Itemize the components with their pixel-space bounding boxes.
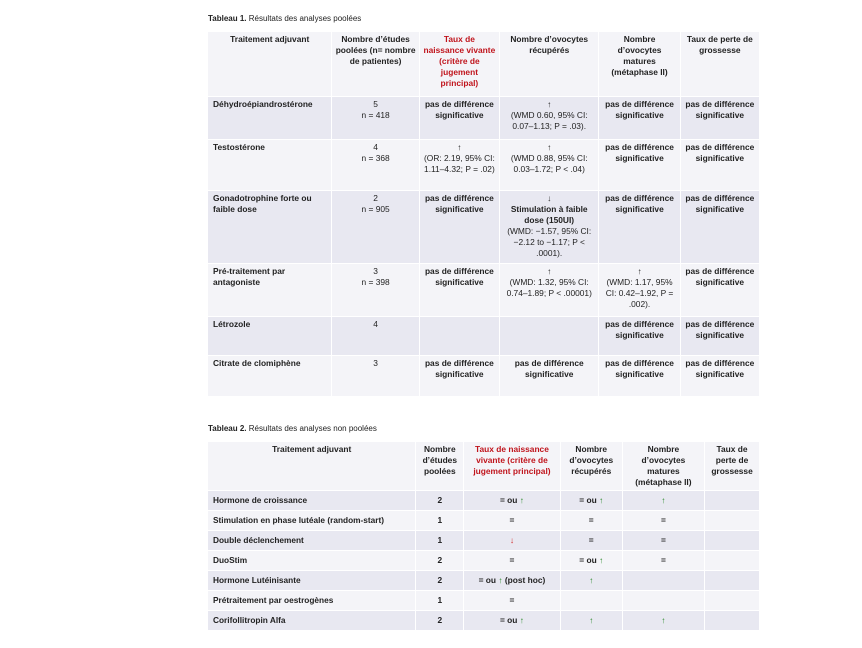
down-arrow-icon: ↓: [509, 535, 515, 545]
studies-cell: [332, 356, 418, 396]
live-birth-cell: [464, 531, 560, 550]
up-arrow-icon: ↑: [599, 555, 604, 565]
up-arrow-icon: ↑: [457, 142, 462, 152]
table1-header-mature: Nombre d’ovocytes matures (métaphase II): [599, 32, 679, 96]
table1-caption: [208, 14, 361, 23]
table2-header-treatment: Traitement adjuvant: [208, 442, 415, 490]
up-arrow-icon: ↑: [661, 495, 666, 505]
loss-cell: pas de différence significative: [681, 191, 759, 263]
live-birth-cell: =: [464, 511, 560, 530]
oocytes-detail: (WMD: 1.32, 95% CI: 0.74–1.89; P < .00001): [506, 277, 592, 298]
oocytes-cell: [561, 571, 622, 590]
table-row: [208, 140, 759, 190]
loss-cell: pas de différence significative: [681, 140, 759, 190]
table-row: [208, 511, 759, 530]
patients-count: n = 905: [361, 204, 390, 214]
studies-cell: [332, 140, 418, 190]
live-birth-cell: =: [464, 551, 560, 570]
mature-cell: [623, 591, 704, 610]
treatment-name: Hormone de croissance: [208, 491, 415, 510]
live-birth-cell: pas de différence significative: [420, 97, 499, 139]
oocytes-detail: (WMD 0.60, 95% CI: 0.07–1.13; P = .03).: [510, 110, 588, 131]
loss-cell: [705, 491, 759, 510]
mature-cell: [599, 264, 679, 316]
table2-header-mature: Nombre d’ovocytes matures (métaphase II): [623, 442, 704, 490]
table1-caption-text: Résultats des analyses poolées: [246, 14, 362, 23]
up-arrow-icon: ↑: [661, 615, 666, 625]
mature-cell: pas de différence significative: [599, 97, 679, 139]
up-arrow-icon: ↑: [547, 142, 552, 152]
oocytes-detail: (WMD 0.88, 95% CI: 0.03–1.72; P < .04): [510, 153, 588, 174]
table2-header-studies: Nombre d’études poolées: [416, 442, 463, 490]
treatment-name: Déhydroépiandrostérone: [208, 97, 331, 139]
mature-cell: pas de différence significative: [599, 140, 679, 190]
treatment-name: Létrozole: [208, 317, 331, 355]
up-arrow-icon: ↑: [547, 266, 552, 276]
studies-cell: [332, 264, 418, 316]
live-birth-cell: [420, 140, 499, 190]
up-arrow-icon: ↑: [589, 575, 594, 585]
oocytes-cell: [500, 191, 598, 263]
up-arrow-icon: ↑: [637, 266, 642, 276]
oocytes-cell: [500, 317, 598, 355]
studies-count: 5: [373, 99, 378, 109]
mature-cell: pas de différence significative: [599, 317, 679, 355]
live-birth-cell: [464, 571, 560, 590]
oocytes-cell: [561, 591, 622, 610]
table-row: [208, 571, 759, 590]
live-birth-cell: =: [464, 591, 560, 610]
table1-header-treatment: Traitement adjuvant: [208, 32, 331, 96]
studies-count: 1: [416, 531, 463, 550]
treatment-name: Gonadotrophine forte ou faible dose: [208, 191, 331, 263]
oocytes-cell: [561, 611, 622, 630]
table-row: [208, 191, 759, 263]
table-row: [208, 551, 759, 570]
loss-cell: [705, 511, 759, 530]
mature-cell: =: [623, 511, 704, 530]
oocytes-cell: [500, 264, 598, 316]
oocytes-value: = ou: [579, 495, 597, 505]
table1-header-oocytes: Nombre d’ovocytes récupérés: [500, 32, 598, 96]
mature-detail: (WMD: 1.17, 95% CI: 0.42–1.92, P = .002).: [605, 277, 674, 309]
oocytes-cell: =: [561, 531, 622, 550]
studies-count: 1: [416, 591, 463, 610]
table1-header-live-birth: Taux de naissance vivante (critère de jugement principal): [420, 32, 499, 96]
studies-count: 1: [416, 511, 463, 530]
table1-header-loss: Taux de perte de grossesse: [681, 32, 759, 96]
up-arrow-icon: ↑: [519, 615, 524, 625]
studies-cell: [332, 97, 418, 139]
loss-cell: [705, 551, 759, 570]
loss-cell: [705, 571, 759, 590]
treatment-name: Prétraitement par oestrogènes: [208, 591, 415, 610]
mature-cell: =: [623, 531, 704, 550]
oocytes-cell: [500, 97, 598, 139]
mature-cell: [623, 611, 704, 630]
up-arrow-icon: ↑: [519, 495, 524, 505]
patients-count: n = 368: [361, 153, 390, 163]
mature-cell: [623, 571, 704, 590]
oocytes-bold-text: Stimulation à faible dose (150UI): [510, 204, 588, 225]
table1: [207, 31, 760, 397]
studies-cell: [332, 191, 418, 263]
oocytes-cell: =: [561, 511, 622, 530]
table2-header-loss: Taux de perte de grossesse: [705, 442, 759, 490]
studies-count: 4: [373, 142, 378, 152]
loss-cell: pas de différence significative: [681, 317, 759, 355]
table1-caption-label: Tableau 1.: [208, 14, 247, 23]
table-row: [208, 356, 759, 396]
table1-header-studies: Nombre d’études poolées (n= nombre de patientes): [332, 32, 418, 96]
up-arrow-icon: ↑: [547, 99, 552, 109]
studies-count: 3: [373, 358, 378, 368]
up-arrow-icon: ↑: [599, 495, 604, 505]
treatment-name: Citrate de clomiphène: [208, 356, 331, 396]
table1-header-row: [208, 32, 759, 96]
live-birth-value: = ou: [499, 495, 518, 505]
live-birth-cell: pas de différence significative: [420, 264, 499, 316]
live-birth-value: = ou: [478, 575, 497, 585]
up-arrow-icon: ↑: [589, 615, 594, 625]
oocytes-cell: [500, 140, 598, 190]
studies-count: 4: [373, 319, 378, 329]
treatment-name: Testostérone: [208, 140, 331, 190]
treatment-name: Hormone Lutéinisante: [208, 571, 415, 590]
treatment-name: Stimulation en phase lutéale (random-start): [208, 511, 415, 530]
table2-caption-text: Résultats des analyses non poolées: [246, 424, 377, 433]
patients-count: n = 418: [361, 110, 390, 120]
loss-cell: pas de différence significative: [681, 97, 759, 139]
studies-count: 2: [416, 491, 463, 510]
live-birth-cell: [420, 317, 499, 355]
mature-cell: pas de différence significative: [599, 356, 679, 396]
mature-cell: [623, 491, 704, 510]
table-row: [208, 591, 759, 610]
treatment-name: Corifollitropin Alfa: [208, 611, 415, 630]
table2: [207, 441, 760, 631]
table-row: [208, 317, 759, 355]
table-row: [208, 611, 759, 630]
live-birth-detail: (OR: 2.19, 95% CI: 1.11–4.32; P = .02): [424, 153, 495, 174]
live-birth-value: = ou: [499, 615, 518, 625]
table-row: [208, 531, 759, 550]
treatment-name: Double déclenchement: [208, 531, 415, 550]
oocytes-cell: [561, 551, 622, 570]
mature-cell: pas de différence significative: [599, 191, 679, 263]
oocytes-value: = ou: [579, 555, 597, 565]
up-arrow-icon: ↑: [498, 575, 503, 585]
table2-caption: [208, 424, 377, 433]
patients-count: n = 398: [361, 277, 390, 287]
loss-cell: pas de différence significative: [681, 264, 759, 316]
loss-cell: [705, 591, 759, 610]
oocytes-detail: (WMD: −1.57, 95% CI: −2.12 to −1.17; P < .0001).: [507, 226, 592, 258]
table2-header-oocytes: Nombre d’ovocytes récupérés: [561, 442, 622, 490]
table2-header-row: [208, 442, 759, 490]
studies-count: 3: [373, 266, 378, 276]
treatment-name: DuoStim: [208, 551, 415, 570]
table-row: [208, 97, 759, 139]
studies-count: 2: [416, 551, 463, 570]
studies-count: 2: [373, 193, 378, 203]
loss-cell: [705, 531, 759, 550]
oocytes-cell: [561, 491, 622, 510]
live-birth-cell: pas de différence significative: [420, 191, 499, 263]
down-arrow-icon: ↓: [547, 193, 552, 203]
treatment-name: Pré-traitement par antagoniste: [208, 264, 331, 316]
loss-cell: pas de différence significative: [681, 356, 759, 396]
live-birth-cell: pas de différence significative: [420, 356, 499, 396]
table-row: [208, 264, 759, 316]
table2-header-live-birth: Taux de naissance vivante (critère de jugement principal): [464, 442, 560, 490]
table-row: [208, 491, 759, 510]
table2-caption-label: Tableau 2.: [208, 424, 247, 433]
studies-count: 2: [416, 611, 463, 630]
studies-cell: [332, 317, 418, 355]
live-birth-suffix: (post hoc): [504, 575, 546, 585]
studies-count: 2: [416, 571, 463, 590]
loss-cell: [705, 611, 759, 630]
live-birth-cell: [464, 491, 560, 510]
live-birth-cell: [464, 611, 560, 630]
mature-cell: =: [623, 551, 704, 570]
oocytes-cell: pas de différence significative: [500, 356, 598, 396]
